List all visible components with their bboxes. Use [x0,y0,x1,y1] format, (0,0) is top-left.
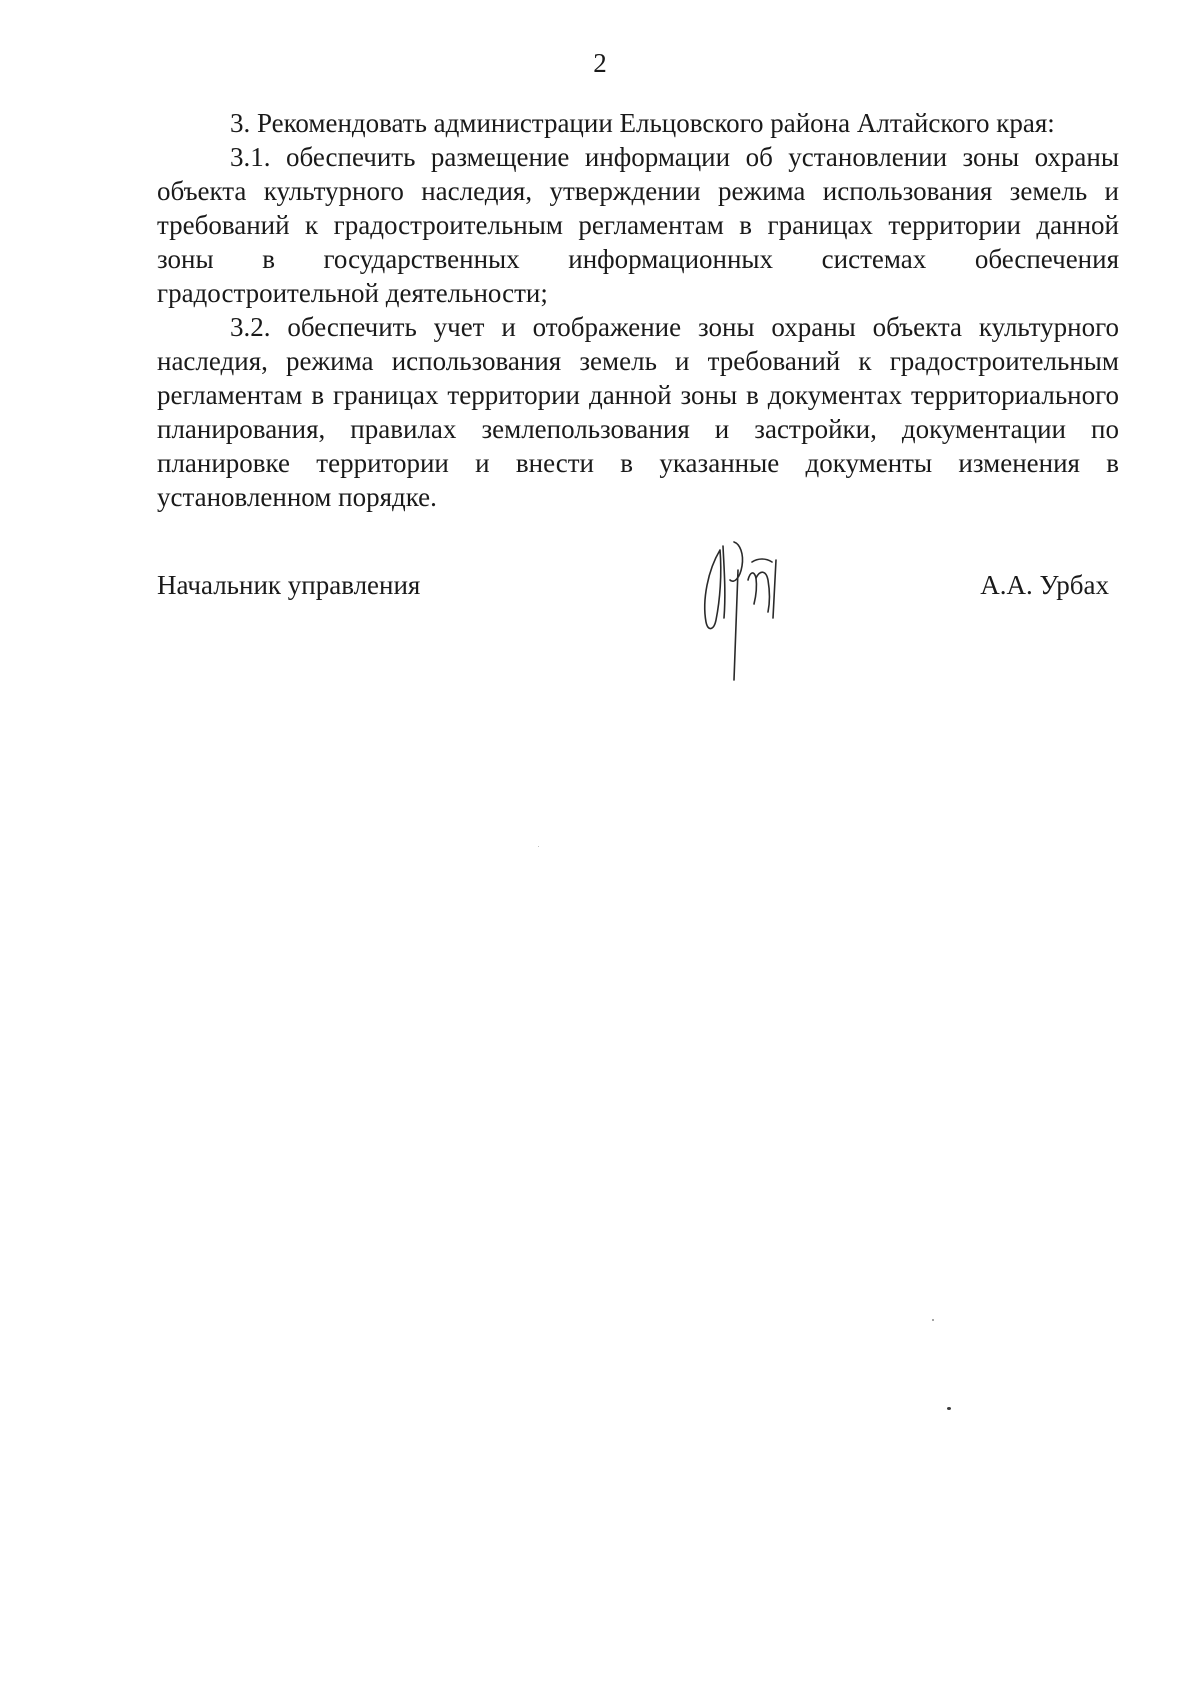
scan-speck [538,846,539,847]
handwritten-signature [690,540,810,685]
signatory-name: А.А. Урбах [980,570,1109,600]
paragraph-3-2: 3.2. обеспечить учет и отображение зоны охраны объекта культурного наследия, режима использования земель и требований к градостроительным регламентам в границах территории данной зоны в документах территориального планирования, правилах землепользования и застройки, документации по планировке территории и внести в указанные документы изменения в установленном порядке. [157,312,1119,512]
scan-speck [947,1407,951,1410]
paragraph-3-1: 3.1. обеспечить размещение информации об установлении зоны охраны объекта культурного наследия, утверждении режима использования земель и требований к градостроительным регламентам в границах территории данной зоны в государственных информационных системах обеспечения градостроительной деятельности; [157,142,1119,308]
scan-speck [932,1319,934,1321]
page-number: 2 [593,48,607,78]
signatory-position: Начальник управления [157,570,421,600]
signature-block [157,568,1119,602]
paragraph-3: 3. Рекомендовать администрации Ельцовского района Алтайского края: [230,108,1055,138]
document-body [157,106,1119,514]
